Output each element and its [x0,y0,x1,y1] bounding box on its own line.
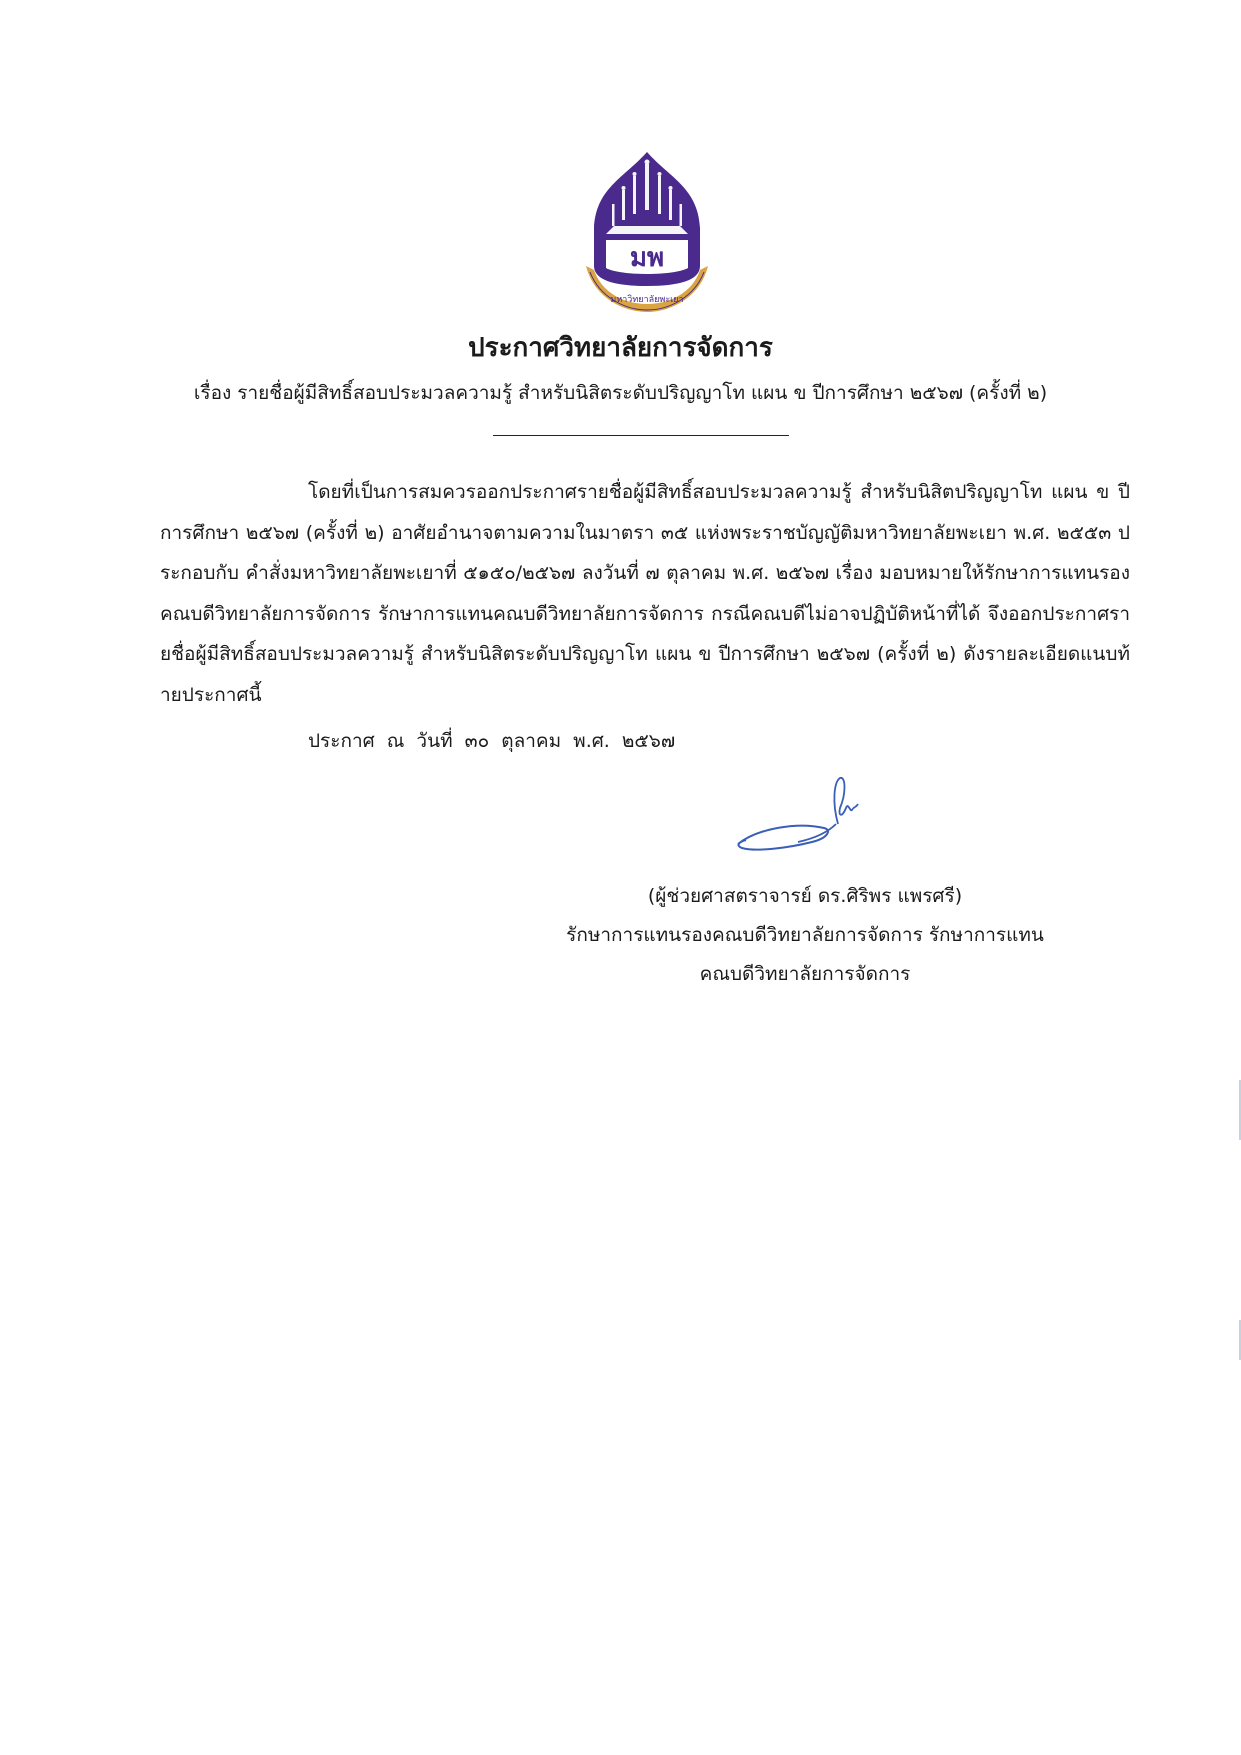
document-title: ประกาศวิทยาลัยการจัดการ [468,333,773,363]
announcement-paragraph: โดยที่เป็นการสมควรออกประกาศรายชื่อผู้มีสิทธิ์สอบประมวลความรู้ สำหรับนิสิตปริญญาโท แผน ข ปีการศึกษา ๒๕๖๗ (ครั้งที่ ๒) อาศัยอำนาจตามความในมาตรา ๓๕ แห่งพระราชบัญญัติมหาวิทยาลัยพะเยา พ.ศ. ๒๕๕๓ ประกอบกับ คำสั่งมหาวิทยาลัยพะเยาที่ ๕๑๕๐/๒๕๖๗ ลงวันที่ ๗ ตุลาคม พ.ศ. ๒๕๖๗ เรื่อง มอบหมายให้รักษาการแทนรองคณบดีวิทยาลัยการจัดการ รักษาการแทนคณบดีวิทยาลัยการจัดการ กรณีคณบดีไม่อาจปฏิบัติหน้าที่ได้ จึงออกประกาศรายชื่อผู้มีสิทธิ์สอบประมวลความรู้ สำหรับนิสิตระดับปริญญาโท แผน ข ปีการศึกษา ๒๕๖๗ (ครั้งที่ ๒) ดังรายละเอียดแนบท้ายประกาศนี้ [160,481,1130,706]
signer-position-line1: รักษาการแทนรองคณบดีวิทยาลัยการจัดการ รักษาการแทน [566,924,1044,946]
divider-line [493,435,789,436]
signer-position-line2: คณบดีวิทยาลัยการจัดการ [699,963,911,985]
document-subject: เรื่อง รายชื่อผู้มีสิทธิ์สอบประมวลความรู้ สำหรับนิสิตระดับปริญญาโท แผน ข ปีการศึกษา ๒๕๖๗ (ครั้งที่ ๒) [193,382,1048,404]
signer-name: (ผู้ช่วยศาสตราจารย์ ดร.ศิริพร แพรศรี) [647,885,963,907]
signature-icon [728,772,878,862]
announcement-date: ประกาศ ณ วันที่ ๓๐ ตุลาคม พ.ศ. ๒๕๖๗ [308,730,676,752]
university-logo-icon [584,148,710,318]
logo-text: มหาวิทยาลัยพะเยา [610,295,684,305]
svg-text:มพ: มพ [629,243,665,273]
